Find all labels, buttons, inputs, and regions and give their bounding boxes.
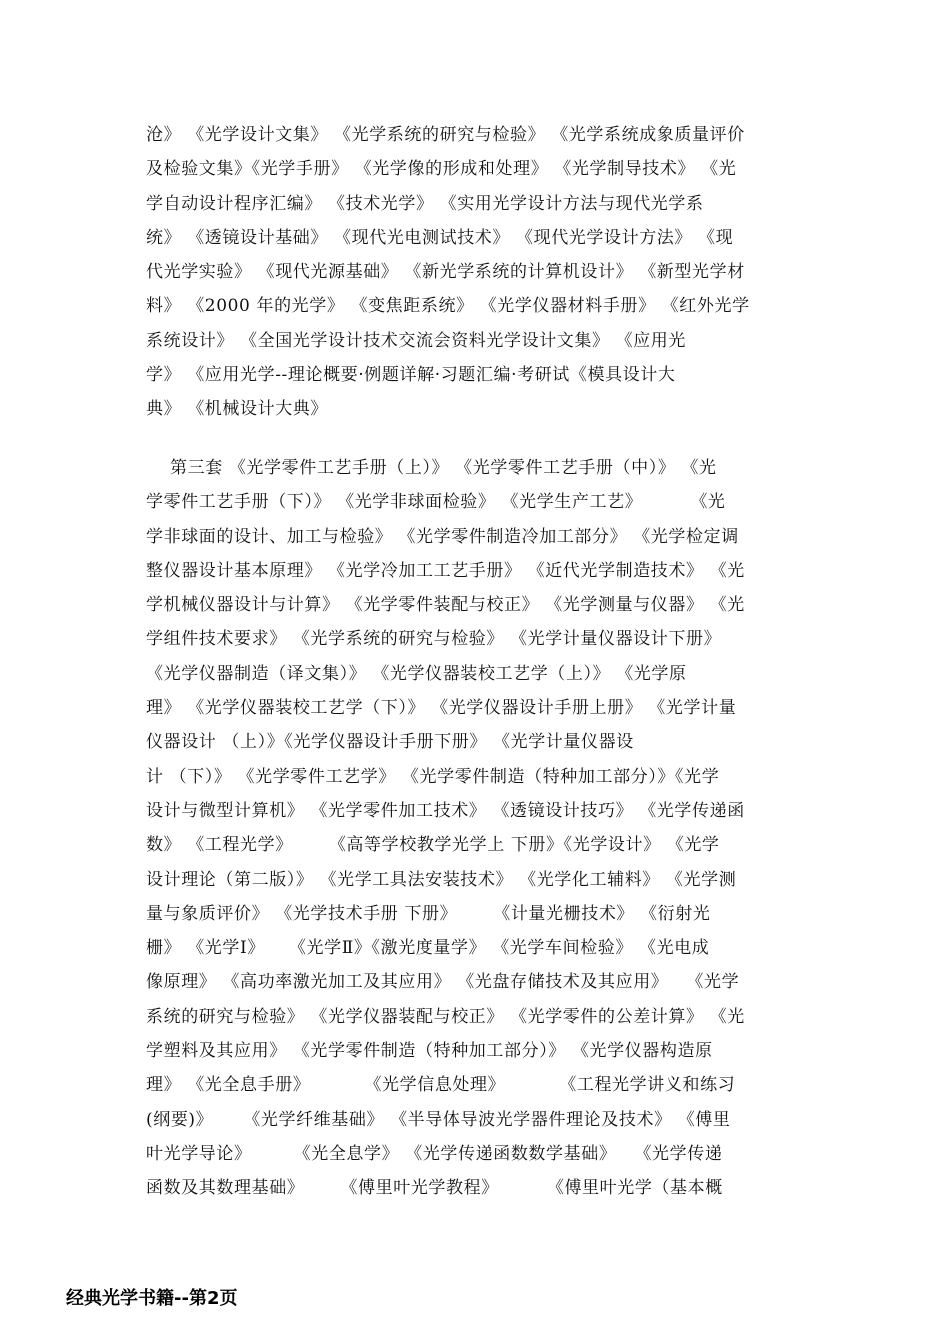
text-line: 整仪器设计基本原理》 《光学冷加工工艺手册》 《近代光学制造技术》 《光 [146, 560, 745, 581]
text-line: 系统设计》 《全国光学设计技术交流会资料光学设计文集》 《应用光 [146, 330, 687, 351]
paragraph-third-set [146, 451, 808, 1206]
text-line: 函数及其数理基础》 《傅里叶光学教程》 《傅里叶光学（基本概 [146, 1178, 723, 1199]
text-line: 数》 《工程光学》 《高等学校教学光学上 下册》《光学设计》 《光学 [146, 835, 720, 856]
text-line: 及检验文集》《光学手册》 《光学像的形成和处理》 《光学制导技术》 《光 [146, 159, 737, 180]
text-line: 沧》 《光学设计文集》 《光学系统的研究与检验》 《光学系统成象质量评价 [146, 125, 745, 145]
text-line: 第三套 《光学零件工艺手册（上）》 《光学零件工艺手册（中）》 《光 [146, 458, 717, 478]
text-line: (纲要)》 《光学纤维基础》 《半导体导波光学器件理论及技术》 《傅里 [146, 1109, 731, 1130]
text-line: 典》 《机械设计大典》 [146, 399, 329, 420]
text-line: 料》 《2000 年的光学》 《变焦距系统》 《光学仪器材料手册》 《红外光学 [146, 296, 750, 317]
text-line: 学零件工艺手册（下）》 《光学非球面检验》 《光学生产工艺》 《光 [146, 492, 726, 513]
text-line: 系统的研究与检验》 《光学仪器装配与校正》 《光学零件的公差计算》 《光 [146, 1006, 745, 1027]
text-line: 设计理论（第二版）》 《光学工具法安装技术》 《光学化工辅料》 《光学测 [146, 869, 737, 890]
text-line: 统》 《透镜设计基础》 《现代光电测试技术》 《现代光学设计方法》 《现 [146, 227, 734, 248]
page-footer: 经典光学书籍--第2页 [66, 1288, 238, 1309]
text-line: 学非球面的设计、加工与检验》 《光学零件制造冷加工部分》 《光学检定调 [146, 526, 739, 547]
text-line: 计 （下）》 《光学零件工艺学》 《光学零件制造（特种加工部分）》《光学 [146, 766, 720, 787]
text-line: 代光学实验》 《现代光源基础》 《新光学系统的计算机设计》 《新型光学材 [146, 262, 745, 283]
text-line: 栅》 《光学Ⅰ》 《光学Ⅱ》《激光度量学》 《光学车间检验》 《光电成 [146, 938, 710, 959]
text-line: 像原理》 《高功率激光加工及其应用》 《光盘存储技术及其应用》 《光学 [146, 972, 740, 993]
text-line: 学组件技术要求》 《光学系统的研究与检验》 《光学计量仪器设计下册》 [146, 629, 722, 650]
text-line: 理》 《光学仪器装校工艺学（下）》 《光学仪器设计手册上册》 《光学计量 [146, 698, 737, 719]
text-line: 叶光学导论》 《光全息学》 《光学传递函数数学基础》 《光学传递 [146, 1143, 723, 1164]
text-line: 学机械仪器设计与计算》 《光学零件装配与校正》 《光学测量与仪器》 《光 [146, 595, 745, 616]
text-line: 学自动设计程序汇编》 《技术光学》 《实用光学设计方法与现代光学系 [146, 193, 704, 214]
paragraph-book-list-continued [146, 118, 808, 427]
text-line: 设计与微型计算机》 《光学零件加工技术》 《透镜设计技巧》 《光学传递函 [146, 800, 745, 821]
text-line: 《光学仪器制造（译文集）》 《光学仪器装校工艺学（上）》 《光学原 [146, 663, 687, 684]
text-line: 学》 《应用光学--理论概要·例题详解·习题汇编·考研试《模具设计大 [146, 365, 676, 386]
text-line: 量与象质评价》 《光学技术手册 下册》 《计量光栅技术》 《衍射光 [146, 903, 711, 924]
text-line: 学塑料及其应用》 《光学零件制造（特种加工部分）》 《光学仪器构造原 [146, 1041, 713, 1062]
text-line: 仪器设计 （上）》《光学仪器设计手册下册》 《光学计量仪器设 [146, 732, 634, 753]
text-line: 理》 《光全息手册》 《光学信息处理》 《工程光学讲义和练习 [146, 1075, 736, 1096]
